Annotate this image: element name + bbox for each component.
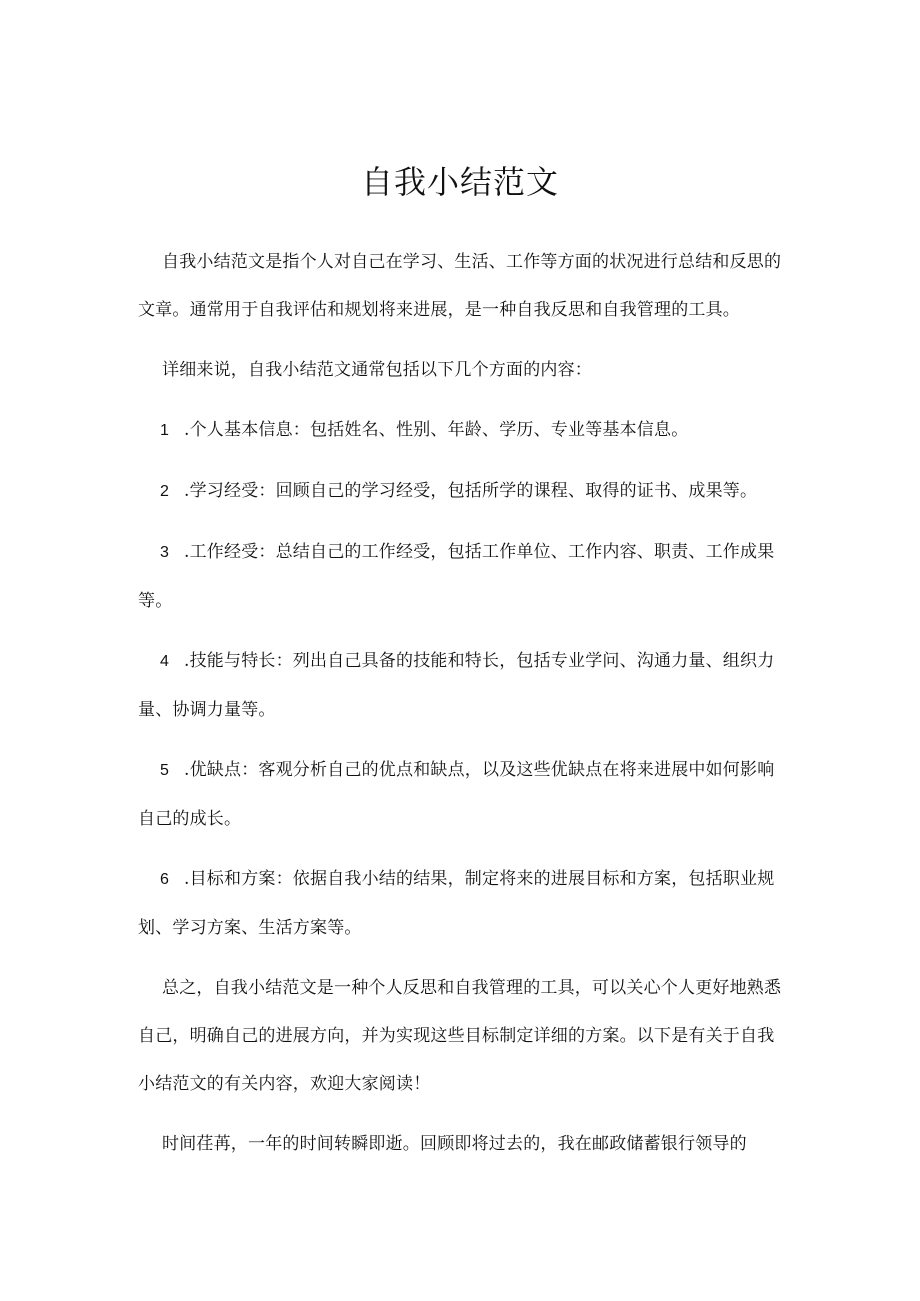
list-item-6 xyxy=(138,855,786,952)
list-item-2 xyxy=(138,467,786,516)
document-title: 自我小结范文 xyxy=(360,163,559,201)
summary-paragraph: 总之，自我小结范文是一种个人反思和自我管理的工具，可以关心个人更好地熟悉自己，明确自己的进展方向，并为实现这些目标制定详细的方案。以下是有关于自我小结范文的有关内容，欢迎大家阅读！ xyxy=(138,978,782,1094)
list-item-4 xyxy=(138,637,786,734)
list-number: 1 xyxy=(160,422,170,439)
list-number: 6 xyxy=(160,871,170,888)
document-body xyxy=(138,238,786,1180)
list-item-text: .目标和方案：依据自我小结的结果，制定将来的进展目标和方案，包括职业规划、学习方案、生活方案等。 xyxy=(138,869,775,938)
list-item-text: .技能与特长：列出自己具备的技能和特长，包括专业学问、沟通力量、组织力量、协调力量等。 xyxy=(138,651,775,720)
list-number: 5 xyxy=(160,762,170,779)
list-number: 3 xyxy=(160,544,170,561)
list-item-5 xyxy=(138,746,786,843)
list-item-text: .学习经受：回顾自己的学习经受，包括所学的课程、取得的证书、成果等。 xyxy=(184,481,758,501)
list-item-text: .工作经受：总结自己的工作经受，包括工作单位、工作内容、职责、工作成果等。 xyxy=(138,542,775,611)
lead-paragraph: 详细来说，自我小结范文通常包括以下几个方面的内容： xyxy=(162,360,592,380)
list-item-1 xyxy=(138,406,786,455)
list-item-text: .优缺点：客观分析自己的优点和缺点，以及这些优缺点在将来进展中如何影响自己的成长。 xyxy=(138,760,775,829)
list-item-text: .个人基本信息：包括姓名、性别、年龄、学历、专业等基本信息。 xyxy=(184,420,689,440)
list-number: 2 xyxy=(160,483,170,500)
closing-paragraph: 时间荏苒，一年的时间转瞬即逝。回顾即将过去的，我在邮政储蓄银行领导的 xyxy=(162,1134,747,1154)
list-number: 4 xyxy=(160,653,170,670)
intro-paragraph: 自我小结范文是指个人对自己在学习、生活、工作等方面的状况进行总结和反思的文章。通常用于自我评估和规划将来进展，是一种自我反思和自我管理的工具。 xyxy=(138,252,782,320)
list-item-3 xyxy=(138,528,786,625)
